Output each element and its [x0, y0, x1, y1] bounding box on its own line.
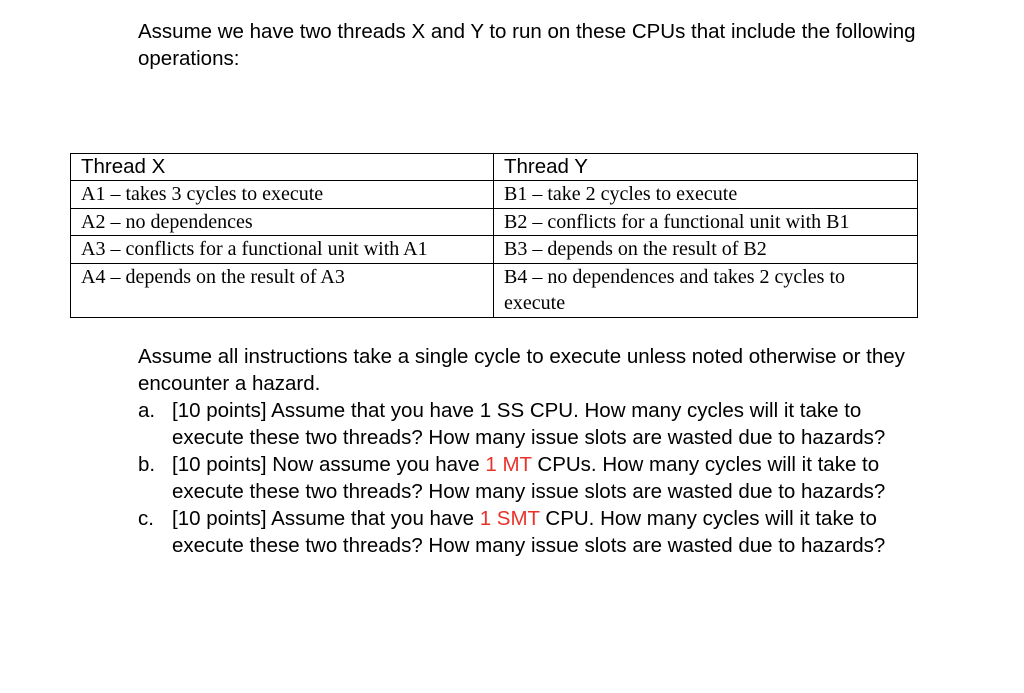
question-a-marker: a. [138, 399, 156, 422]
cell-a2: A2 – no dependences [71, 208, 494, 236]
question-list [138, 397, 928, 559]
assumption-text: Assume all instructions take a single cycle to execute unless noted otherwise or they encounter a hazard. [138, 345, 905, 395]
intro-text: Assume we have two threads X and Y to run on these CPUs that include the following operations: [138, 20, 916, 70]
header-thread-x: Thread X [71, 154, 494, 181]
cell-b2: B2 – conflicts for a functional unit with B1 [494, 208, 918, 236]
question-b-marker: b. [138, 453, 156, 476]
questions-section [138, 343, 928, 559]
question-c-marker: c. [138, 507, 154, 530]
question-c-text-end: CPU. How many cycles will it take to execute these two threads? How many issue slots are wasted due to hazards? [172, 507, 886, 557]
question-b-text-start: [10 points] Now assume you have [172, 453, 486, 476]
cell-b4: B4 – no dependences and takes 2 cycles to execute [494, 263, 918, 317]
table-row [71, 208, 918, 236]
table-row [71, 236, 918, 264]
question-c [138, 505, 928, 559]
question-c-highlight: 1 SMT [479, 507, 540, 530]
cell-a4: A4 – depends on the result of A3 [71, 263, 494, 317]
question-c-text-start: [10 points] Assume that you have [172, 507, 480, 530]
threads-table [70, 153, 918, 318]
header-thread-y: Thread Y [494, 154, 918, 181]
question-b-text-end: CPUs. How many cycles will it take to execute these two threads? How many issue slots are wasted due to hazards? [172, 453, 886, 503]
question-b [138, 451, 928, 505]
question-a-text: [10 points] Assume that you have 1 SS CPU. How many cycles will it take to execute these two threads? How many issue slots are wasted due to hazards? [172, 399, 886, 449]
table-row [71, 263, 918, 317]
cell-b3: B3 – depends on the result of B2 [494, 236, 918, 264]
cell-a3: A3 – conflicts for a functional unit with A1 [71, 236, 494, 264]
table-row [71, 181, 918, 209]
table-header-row [71, 154, 918, 181]
cell-b1: B1 – take 2 cycles to execute [494, 181, 918, 209]
cell-a1: A1 – takes 3 cycles to execute [71, 181, 494, 209]
question-a [138, 397, 928, 451]
question-b-highlight: 1 MT [485, 453, 532, 476]
